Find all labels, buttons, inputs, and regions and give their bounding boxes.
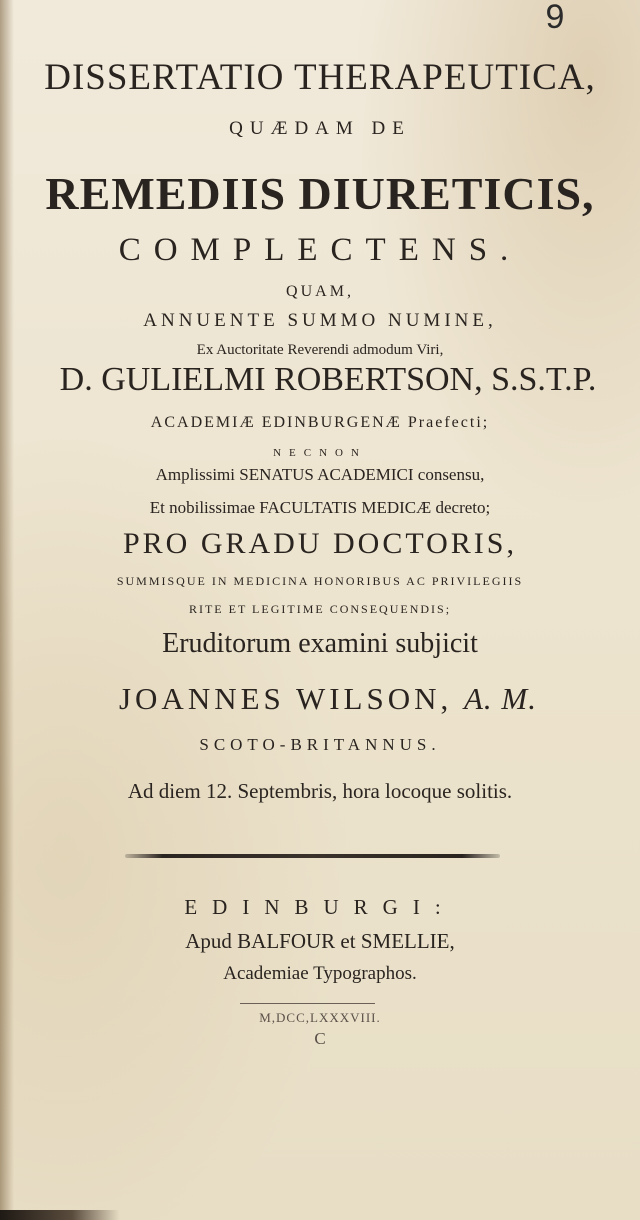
ornamental-rule bbox=[125, 854, 500, 858]
author-name: JOANNES WILSON, bbox=[118, 681, 453, 716]
imprint-city: EDINBURGI: bbox=[184, 895, 456, 919]
eruditorum-line: Eruditorum examini subjicit bbox=[162, 628, 478, 659]
imprint-printers: Apud BALFOUR et SMELLIE, bbox=[185, 929, 455, 953]
signature-mark: C bbox=[314, 1029, 326, 1048]
page-number: 9 bbox=[545, 0, 565, 36]
dissertation-subject: REMEDIIS DIURETICIS, bbox=[45, 168, 595, 219]
imprint-printers-role: Academiae Typographos. bbox=[223, 963, 417, 984]
ink-smudge bbox=[0, 1210, 120, 1220]
date-overline bbox=[240, 1003, 375, 1004]
senatus-line: Amplissimi SENATUS ACADEMICI consensu, bbox=[155, 465, 485, 484]
complectens-line: COMPLECTENS. bbox=[118, 232, 522, 268]
quam-line: QUAM, bbox=[286, 283, 354, 300]
facultatis-line: Et nobilissimae FACULTATIS MEDICÆ decreto; bbox=[149, 498, 491, 517]
defense-date-line: Ad diem 12. Septembris, hora locoque solitis. bbox=[127, 779, 513, 803]
nationality-line: SCOTO-BRITANNUS. bbox=[199, 735, 441, 754]
necnon-line: NECNON bbox=[273, 447, 367, 459]
imprint-date: M,DCC,LXXXVIII. bbox=[259, 1010, 381, 1025]
summisque-line: SUMMISQUE IN MEDICINA HONORIBUS AC PRIVILEGIIS bbox=[116, 574, 524, 588]
author-degree: A. M. bbox=[464, 681, 538, 716]
rite-line: RITE ET LEGITIME CONSEQUENDIS; bbox=[188, 602, 452, 616]
academiae-line: ACADEMIÆ EDINBURGENÆ Praefecti; bbox=[150, 414, 490, 431]
ex-auctoritate-line: Ex Auctoritate Reverendi admodum Viri, bbox=[196, 342, 444, 358]
pro-gradu-line: PRO GRADU DOCTORIS, bbox=[122, 527, 517, 560]
dissertation-title: DISSERTATIO THERAPEUTICA, bbox=[44, 57, 596, 98]
annuente-line: ANNUENTE SUMMO NUMINE, bbox=[143, 310, 497, 331]
author-line bbox=[8, 681, 640, 717]
praeses-name: D. GULIELMI ROBERTSON, S.S.T.P. bbox=[59, 361, 597, 398]
quaedam-de-line: QUÆDAM DE bbox=[229, 118, 411, 139]
